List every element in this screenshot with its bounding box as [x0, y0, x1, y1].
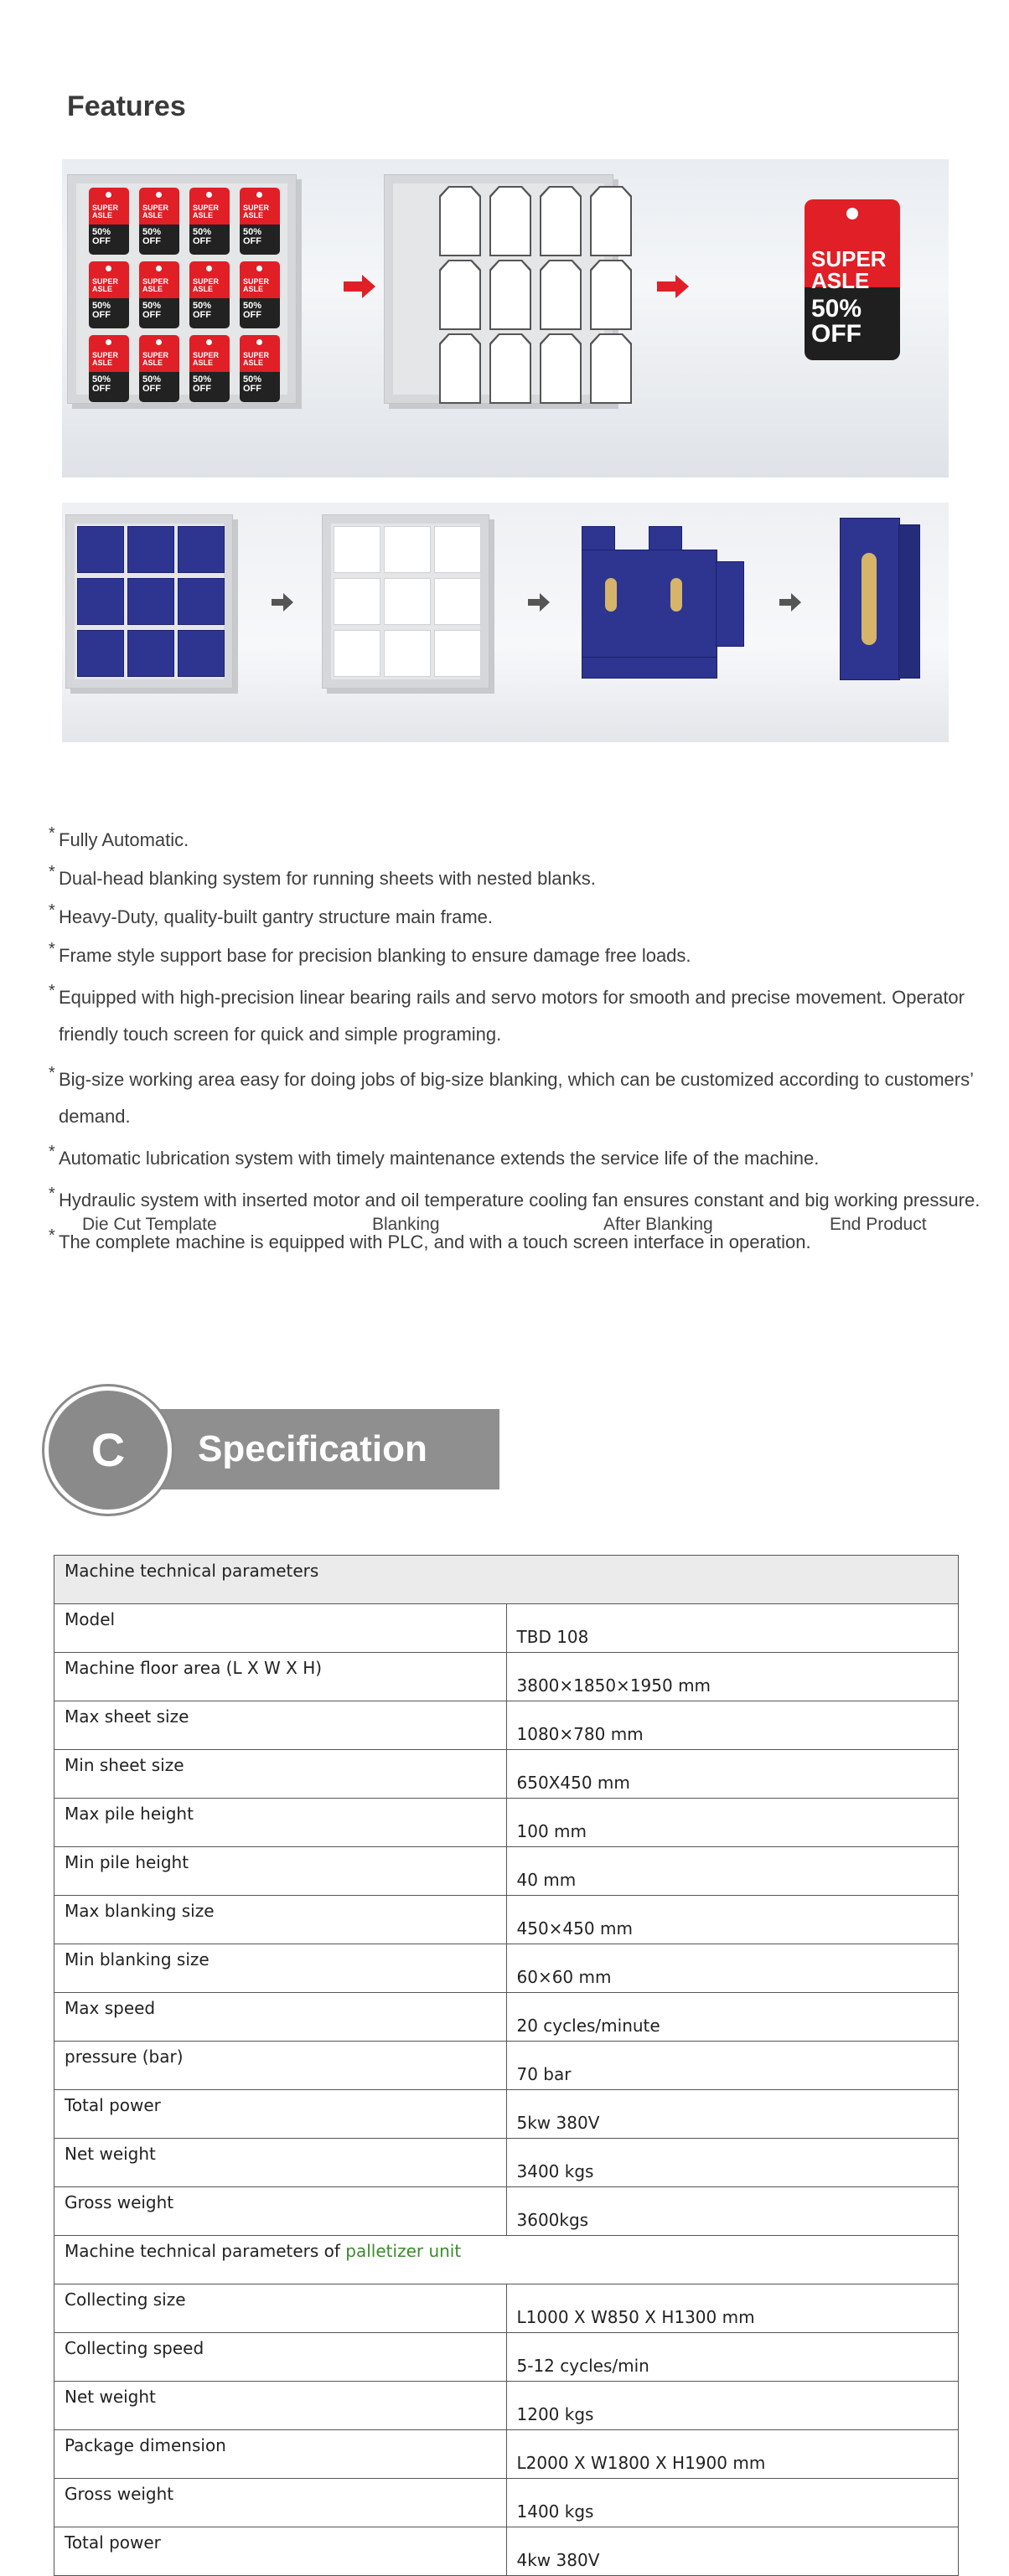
small-price-tag: SUPER ASLE 50% OFF [139, 188, 179, 255]
table-row [54, 1847, 959, 1896]
table-row [54, 2090, 959, 2139]
param-value: 5-12 cycles/min [506, 2333, 959, 2382]
param-value: 650X450 mm [506, 1750, 959, 1799]
small-price-tag: SUPER ASLE 50% OFF [189, 261, 230, 328]
caption-die-cut-template-2: Die Cut Template [82, 1215, 217, 1234]
table-row [54, 1993, 959, 2042]
big-price-tag: SUPER ASLE 50% OFF [805, 199, 900, 360]
feature-item: * Automatic lubrication system with timely maintenance extends the service life of the machine. [49, 1143, 820, 1169]
table-row [54, 1701, 959, 1750]
param-label: Net weight [54, 2382, 507, 2430]
arrow-right-icon [272, 593, 295, 612]
arrow-right-icon [344, 275, 377, 298]
blank-outline [489, 260, 531, 330]
param-value: 1200 kgs [506, 2382, 959, 2430]
small-price-tag: SUPER ASLE 50% OFF [89, 335, 129, 402]
caption-after-blanking-2: After Blanking [603, 1215, 713, 1234]
param-label: Min pile height [54, 1847, 507, 1896]
cut-blank-shape [334, 526, 380, 573]
table-row [54, 2139, 959, 2187]
spec-title-bar [158, 1409, 499, 1489]
arrow-right-icon [528, 593, 551, 612]
blank-outline [540, 260, 582, 330]
spec-section-letter: C [91, 1423, 126, 1476]
table-row [54, 2187, 959, 2236]
param-value: 1080×780 mm [506, 1701, 959, 1750]
small-price-tag: SUPER ASLE 50% OFF [139, 335, 179, 402]
param-label: Max sheet size [54, 1701, 507, 1750]
section-header-text: Machine technical parameters of [65, 2241, 346, 2261]
table-row [54, 1604, 959, 1653]
param-label: Collecting speed [54, 2333, 507, 2382]
blank-outline [439, 260, 481, 330]
feature-item: * Hydraulic system with inserted motor and oil temperature cooling fan ensures constant and big working pressure. [49, 1185, 981, 1211]
param-label: Max speed [54, 1993, 507, 2042]
param-label: Collecting size [54, 2284, 507, 2333]
table-row [54, 1653, 959, 1701]
die-cut-box [77, 526, 124, 573]
spec-table [54, 1555, 959, 2576]
param-value: 3800×1850×1950 mm [506, 1653, 959, 1701]
cut-blank-shape [384, 526, 431, 573]
blank-outline [489, 186, 531, 256]
cut-blank-shape [384, 630, 431, 677]
die-cut-box [127, 526, 174, 573]
blank-outline [439, 186, 481, 256]
param-label: Gross weight [54, 2479, 507, 2527]
param-value: 60×60 mm [506, 1944, 959, 1993]
feature-item: * Frame style support base for precision blanking to ensure damage free loads. [49, 940, 691, 966]
blank-outline [590, 333, 632, 404]
param-value: 1400 kgs [506, 2479, 959, 2527]
section-header-highlight: palletizer unit [345, 2241, 462, 2261]
param-label: pressure (bar) [54, 2042, 507, 2090]
cut-blank-shape [434, 526, 481, 573]
table-row [54, 1896, 959, 1944]
param-label: Max pile height [54, 1799, 507, 1847]
param-value: L2000 X W1800 X H1900 mm [506, 2430, 959, 2479]
die-cut-box [178, 526, 225, 573]
blank-outline [489, 333, 531, 404]
table-row [54, 1750, 959, 1799]
spec-section-badge [49, 1391, 168, 1510]
param-label: Total power [54, 2527, 507, 2576]
param-label: Total power [54, 2090, 507, 2139]
feature-item: * Fully Automatic. [49, 824, 189, 850]
small-price-tag: SUPER ASLE 50% OFF [139, 261, 179, 328]
blank-outline [540, 333, 582, 404]
param-label: Gross weight [54, 2187, 507, 2236]
blank-outline [540, 186, 582, 256]
small-price-tag: SUPER ASLE 50% OFF [189, 188, 230, 255]
param-label: Max blanking size [54, 1896, 507, 1944]
cut-blank-shape [334, 630, 380, 677]
table-section-header: Machine technical parameters [54, 1556, 959, 1604]
param-value: 3400 kgs [506, 2139, 959, 2187]
table-row [54, 1944, 959, 1993]
small-price-tag: SUPER ASLE 50% OFF [89, 188, 129, 255]
die-cut-box [178, 578, 225, 625]
table-row [54, 2479, 959, 2527]
feature-item: * Heavy-Duty, quality-built gantry structure main frame. [49, 901, 493, 927]
param-value: L1000 X W850 X H1300 mm [506, 2284, 959, 2333]
param-label: Min sheet size [54, 1750, 507, 1799]
cut-blank-shape [434, 630, 481, 677]
arrow-right-icon [779, 593, 803, 612]
blank-outline [439, 333, 481, 404]
table-row [54, 2382, 959, 2430]
param-value: 4kw 380V [506, 2527, 959, 2576]
blank-outline [590, 186, 632, 256]
param-value: 100 mm [506, 1799, 959, 1847]
die-cut-box [127, 630, 174, 677]
param-value: 20 cycles/minute [506, 1993, 959, 2042]
param-value: 40 mm [506, 1847, 959, 1896]
param-value: 70 bar [506, 2042, 959, 2090]
blank-outline [590, 260, 632, 330]
die-cut-box [77, 578, 124, 625]
feature-list [49, 825, 979, 1266]
die-cut-box [127, 578, 174, 625]
param-value: TBD 108 [506, 1604, 959, 1653]
table-row [54, 2333, 959, 2382]
table-row [54, 2284, 959, 2333]
param-label: Package dimension [54, 2430, 507, 2479]
feature-item: * Equipped with high-precision linear bearing rails and servo motors for smooth and precise movement. Operator friendly touch screen for quick and simple programing. [49, 982, 965, 1045]
caption-blanking-2: Blanking [372, 1215, 440, 1234]
param-value: 5kw 380V [506, 2090, 959, 2139]
table-row [54, 2430, 959, 2479]
param-label: Model [54, 1604, 507, 1653]
table-section-header [54, 2236, 959, 2284]
cut-blank-shape [384, 578, 431, 625]
param-label: Min blanking size [54, 1944, 507, 1993]
param-label: Net weight [54, 2139, 507, 2187]
spec-title: Specification [198, 1428, 427, 1469]
features-title: Features [67, 90, 186, 122]
small-price-tag: SUPER ASLE 50% OFF [240, 261, 280, 328]
die-cut-box [178, 630, 225, 677]
table-row [54, 2042, 959, 2090]
cut-blank-shape [434, 578, 481, 625]
param-label: Machine floor area (L X W X H) [54, 1653, 507, 1701]
feature-item: * Dual-head blanking system for running sheets with nested blanks. [49, 863, 596, 889]
small-price-tag: SUPER ASLE 50% OFF [189, 335, 230, 402]
param-value: 450×450 mm [506, 1896, 959, 1944]
cut-blank-shape [334, 578, 380, 625]
caption-end-product: End Product [830, 1215, 927, 1234]
small-price-tag: SUPER ASLE 50% OFF [240, 188, 280, 255]
small-price-tag: SUPER ASLE 50% OFF [89, 261, 129, 328]
table-row [54, 1799, 959, 1847]
arrow-right-icon [657, 275, 691, 298]
die-cut-box [77, 630, 124, 677]
feature-item: * Big-size working area easy for doing jobs of big-size blanking, which can be customized according to customers’ demand. [49, 1064, 974, 1127]
param-value: 3600kgs [506, 2187, 959, 2236]
feature-item: * The complete machine is equipped with PLC, and with a touch screen interface in operation. [49, 1226, 811, 1252]
small-price-tag: SUPER ASLE 50% OFF [240, 335, 280, 402]
